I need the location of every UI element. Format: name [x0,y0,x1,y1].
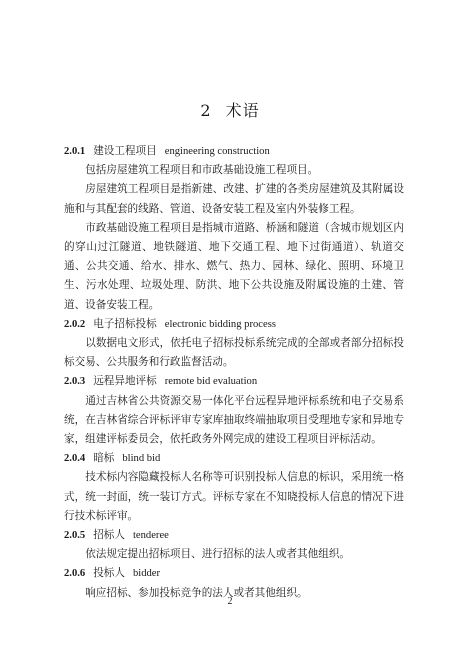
term-zh: 招标人 [93,529,125,542]
term-zh: 投标人 [93,567,125,580]
term-number: 2.0.5 [64,530,86,542]
chapter-heading: 术语 [225,101,260,120]
term-definition: 通过吉林省公共资源交易一体化平台远程异地评标系统和电子交易系统，在吉林省综合评标评审专家库抽取终端抽取项目受理地专家和异地专家，组建评标委员会，依托政务外网完成的建设工程项目评标活动。 [64,394,404,446]
term-definition: 包括房屋建筑工程项目和市政基础设施工程项目。 [85,164,319,177]
term-number: 2.0.1 [64,146,86,157]
term-heading [64,372,404,391]
term-definition: 房屋建筑工程项目是指新建、改建、扩建的各类房屋建筑及其附属设施和与其配套的线路、管道、设备安装工程及室内外装修工程。 [64,183,404,215]
term-definition: 市政基础设施工程项目是指城市道路、桥涵和隧道（含城市规划区内的穿山过江隧道、地铁隧道、地下交通工程、地下过街通道）、轨道交通、公共交通、给水、排水、燃气、热力、园林、绿化、照明、环境卫生、污水处理、垃圾处理、防洪、地下公共设施及附属设施的土建、管道、设备安装工程。 [64,221,404,311]
term-en: engineering construction [164,146,270,157]
term-definition: 依法规定提出招标项目、进行招标的法人或者其他组织。 [85,548,351,561]
term-number: 2.0.6 [64,568,86,580]
term-heading [64,564,404,583]
chapter-title [0,98,460,121]
chapter-number: 2 [200,101,212,120]
term-heading [64,526,404,545]
term-heading [64,315,404,334]
term-definition: 以数据电文形式，依托电子招标投标系统完成的全部或者部分招标投标交易、公共服务和行政监督活动。 [64,337,404,369]
term-en: blind bid [122,453,161,465]
term-en: tenderee [132,530,169,542]
term-en: remote bid evaluation [164,376,258,388]
term-zh: 建设工程项目 [93,145,157,157]
term-number: 2.0.4 [64,453,86,465]
term-en: electronic bidding process [164,318,276,330]
term-definition: 响应招标、参加投标竞争的法人或者其他组织。 [85,586,308,599]
term-heading [64,449,404,468]
term-zh: 电子招标投标 [93,317,157,330]
term-number: 2.0.2 [64,318,86,330]
term-zh: 暗标 [93,452,115,465]
term-heading [64,142,404,161]
term-zh: 远程异地评标 [93,375,157,388]
term-en: bidder [132,568,161,580]
terms-content [64,142,404,603]
term-definition: 技术标内容隐藏投标人名称等可识别投标人信息的标识，采用统一格式，统一封面，统一装订方式。评标专家在不知晓投标人信息的情况下进行技术标评审。 [64,471,404,522]
term-number: 2.0.3 [64,376,86,388]
page-number: 2 [227,596,233,607]
